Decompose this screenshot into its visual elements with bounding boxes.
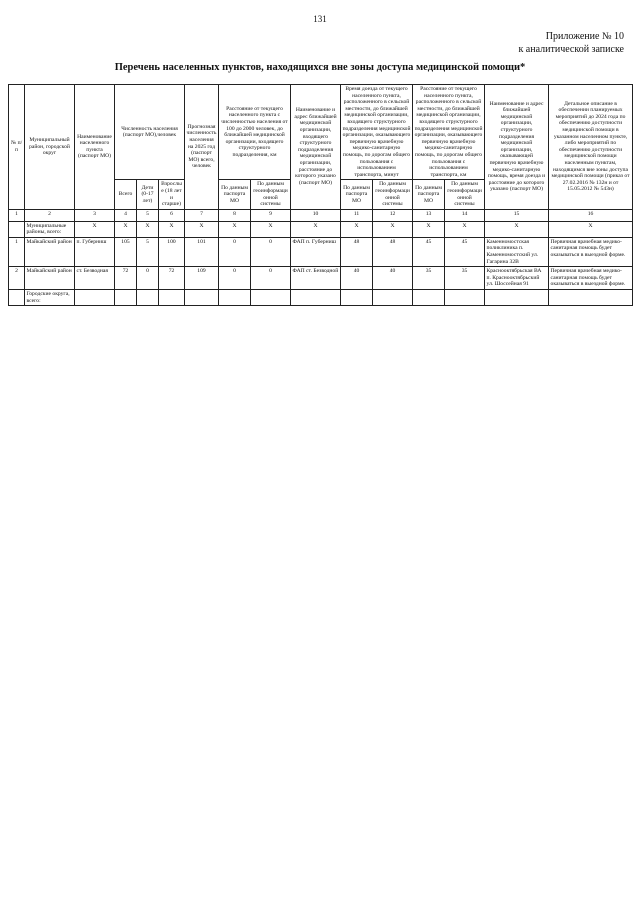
row-dist-mo: 0 <box>219 267 251 290</box>
row-pop-adults: 72 <box>159 267 185 290</box>
total-mark: X <box>159 221 185 237</box>
header-num: № п/п <box>9 85 25 210</box>
urban-row-cell <box>159 290 185 306</box>
column-number: 4 <box>115 209 137 221</box>
row-nearest-org2: Краснооктябрьская ВА п. Краснооктябрьский ул. Шоссейная 91 <box>485 267 549 290</box>
row-dist2-mo: 35 <box>413 267 445 290</box>
urban-row-cell <box>291 290 341 306</box>
row-nearest-org2: Каменномостская поликлиника п. Каменномостский ул. Гагарина 32В <box>485 237 549 266</box>
total-mark: X <box>549 221 633 237</box>
header-municipality: Муниципальный район, городской округ <box>25 85 75 210</box>
total-mark: X <box>75 221 115 237</box>
row-planned: Первичная врачебная медико-санитарная помощь будет оказываться в выездной форме. <box>549 267 633 290</box>
urban-row-cell <box>341 290 373 306</box>
row-nearest-org: ФАП п. Губерниш <box>291 237 341 266</box>
column-number: 7 <box>185 209 219 221</box>
total-mark: X <box>185 221 219 237</box>
total-row-label: Муниципальные районы, всего: <box>25 221 75 237</box>
total-mark: X <box>373 221 413 237</box>
header-pop-children: Дети (0-17 лет) <box>137 180 159 209</box>
row-pop-total: 72 <box>115 267 137 290</box>
urban-row-cell <box>115 290 137 306</box>
total-mark: X <box>485 221 549 237</box>
header-dist2-mo: По данным паспорта МО <box>413 180 445 209</box>
urban-row-cell <box>185 290 219 306</box>
header-nearest-org: Наименование и адрес ближайшей медицинской организации, входящего структурного подразделения медицинской организации, расстояние до которого указано (паспорт МО) <box>291 85 341 210</box>
row-pop-adults: 100 <box>159 237 185 266</box>
appendix-title: Приложение № 10 <box>545 31 624 42</box>
total-mark: X <box>251 221 291 237</box>
header-settlement: Наименование населенного пункта (паспорт МО) <box>75 85 115 210</box>
appendix-subtitle: к аналитической записке <box>518 44 624 55</box>
table-row <box>9 267 633 290</box>
total-row-empty <box>9 221 25 237</box>
header-time-geo: По данным геоинформационной системы <box>373 180 413 209</box>
settlements-table <box>8 84 633 306</box>
row-planned: Первичная врачебная медико-санитарная помощь будет оказываться в выездной форме. <box>549 237 633 266</box>
header-dist-geo: По данным геоинформационной системы <box>251 180 291 209</box>
urban-row-cell <box>373 290 413 306</box>
row-pop-children: 5 <box>137 237 159 266</box>
urban-row-cell <box>485 290 549 306</box>
total-mark: X <box>115 221 137 237</box>
header-nearest-org2: Наименование и адрес ближайшей медицинской организации, структурного подразделения медицинской организации, оказывающей первичную врачебную медико-санитарную помощь, время доезда и расстояние до которого указано (паспорт МО) <box>485 85 549 210</box>
urban-row-empty <box>9 290 25 306</box>
column-number: 15 <box>485 209 549 221</box>
column-number: 14 <box>445 209 485 221</box>
row-settlement: ст. Безводная <box>75 267 115 290</box>
header-travel-time-group: Время доезда от текущего населенного пункта, расположенного в сельской местности, до ближайшей медицинской организации, входящего структурного подразделения медицинской организации, оказывающего первичную врачебную медико-санитарную помощь, по дорогам общего пользования с использованием транспорта, минут <box>341 85 413 180</box>
header-pop-forecast: Прогнозная численность населения на 2025 год (паспорт МО) всего, человек <box>185 85 219 210</box>
header-planned: Детальное описание в обеспечении планируемых мероприятий до 2024 года по обеспечению доступности медицинской помощи в указанном населенном пункте, либо мероприятий по обеспечению доступности медицинской помощи населенным пунктам, находящимся вне зоны доступа медицинской помощи (приказ от 27.02.2016 № 132н и от 15.05.2012 № 543н) <box>549 85 633 210</box>
header-population-group: Численность населения (паспорт МО),человек <box>115 85 185 180</box>
total-mark: X <box>413 221 445 237</box>
column-number: 10 <box>291 209 341 221</box>
row-time-geo: 48 <box>373 237 413 266</box>
row-municipality: Майкайский район <box>25 237 75 266</box>
column-number: 3 <box>75 209 115 221</box>
header-distance2-group: Расстояние от текущего населенного пункта, расположенного в сельской местности, до ближайшей медицинской организации, входящего структурного подразделения медицинской организации, оказывающего первичную врачебную медико-санитарную помощь, по дорогам общего пользования с использованием транспорта, км <box>413 85 485 180</box>
header-dist2-geo: По данным геоинформационной системы <box>445 180 485 209</box>
total-mark: X <box>445 221 485 237</box>
urban-row-cell <box>549 290 633 306</box>
row-nearest-org: ФАП ст. Безводной <box>291 267 341 290</box>
column-number: 6 <box>159 209 185 221</box>
header-dist-mo: По данным паспорта МО <box>219 180 251 209</box>
table-row <box>9 237 633 266</box>
column-number: 12 <box>373 209 413 221</box>
row-time-geo: 40 <box>373 267 413 290</box>
column-number: 5 <box>137 209 159 221</box>
row-dist-mo: 0 <box>219 237 251 266</box>
urban-row-label: Городские округа, всего: <box>25 290 75 306</box>
column-number: 9 <box>251 209 291 221</box>
header-pop-adults: Взрослые (18 лет и старше) <box>159 180 185 209</box>
row-dist2-geo: 35 <box>445 267 485 290</box>
header-time-mo: По данным паспорта МО <box>341 180 373 209</box>
row-pop-forecast: 101 <box>185 237 219 266</box>
urban-row-cell <box>219 290 251 306</box>
row-pop-children: 0 <box>137 267 159 290</box>
urban-row-cell <box>75 290 115 306</box>
column-number: 8 <box>219 209 251 221</box>
urban-row <box>9 290 633 306</box>
row-dist2-mo: 45 <box>413 237 445 266</box>
row-dist-geo: 0 <box>251 237 291 266</box>
row-settlement: п. Губерниш <box>75 237 115 266</box>
urban-row-cell <box>137 290 159 306</box>
column-number-row <box>9 209 633 221</box>
column-number: 1 <box>9 209 25 221</box>
column-number: 13 <box>413 209 445 221</box>
total-mark: X <box>137 221 159 237</box>
header-distance-group: Расстояние от текущего населенного пункта с численностью населения от 100 до 2000 человек, до ближайшей медицинской организации, входящего структурного подразделения, км <box>219 85 291 180</box>
total-mark: X <box>291 221 341 237</box>
row-municipality: Майкайский район <box>25 267 75 290</box>
row-num: 2 <box>9 267 25 290</box>
column-number: 2 <box>25 209 75 221</box>
row-dist-geo: 0 <box>251 267 291 290</box>
total-mark: X <box>341 221 373 237</box>
urban-row-cell <box>413 290 445 306</box>
column-number: 16 <box>549 209 633 221</box>
row-num: 1 <box>9 237 25 266</box>
row-time-mo: 48 <box>341 237 373 266</box>
row-pop-total: 105 <box>115 237 137 266</box>
row-dist2-geo: 45 <box>445 237 485 266</box>
document-title: Перечень населенных пунктов, находящихся вне зоны доступа медицинской помощи* <box>114 62 526 73</box>
appendix-heading <box>518 30 624 56</box>
urban-row-cell <box>445 290 485 306</box>
total-row <box>9 221 633 237</box>
column-number: 11 <box>341 209 373 221</box>
page-number: 131 <box>313 14 327 24</box>
header-pop-total: Всего <box>115 180 137 209</box>
urban-row-cell <box>251 290 291 306</box>
row-pop-forecast: 109 <box>185 267 219 290</box>
row-time-mo: 40 <box>341 267 373 290</box>
total-mark: X <box>219 221 251 237</box>
